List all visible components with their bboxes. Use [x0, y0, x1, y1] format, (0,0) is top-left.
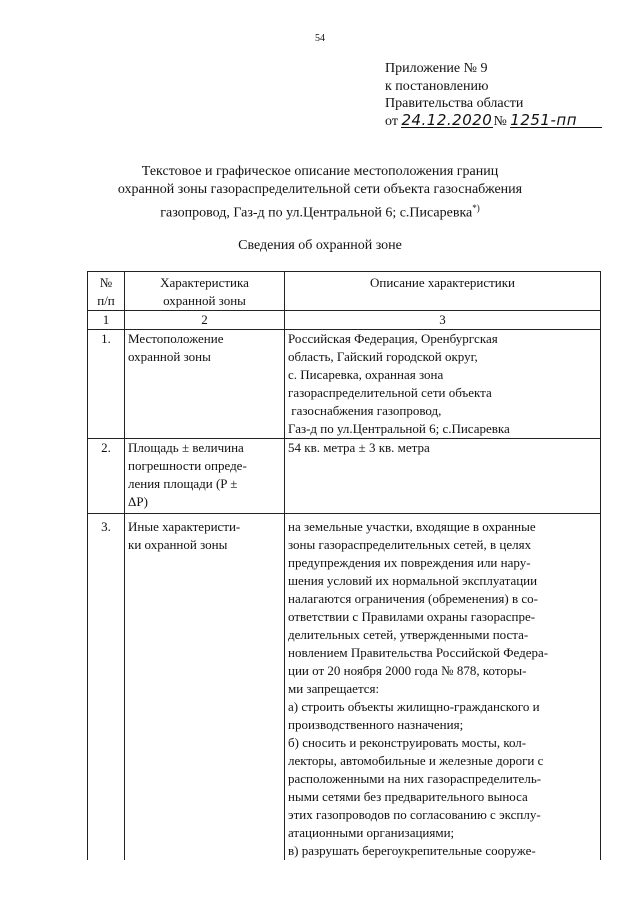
text-line: расположенными на них газораспределитель-	[288, 771, 542, 786]
number-sign: №	[493, 113, 507, 129]
text-line: ными сетями без предварительного выноса	[288, 789, 528, 804]
row-description	[285, 330, 601, 439]
text-line: Местоположение	[128, 331, 224, 346]
row-number: 2.	[88, 439, 125, 514]
text-line: газораспределительной сети объекта	[288, 385, 492, 400]
header-text: п/п	[97, 293, 115, 308]
text-line: атационными организациями;	[288, 825, 455, 840]
text-line: налагаются ограничения (обременения) в со-	[288, 591, 538, 606]
text-line: а) строить объекты жилищно-гражданского и	[288, 699, 540, 714]
text-line: на земельные участки, входящие в охранные	[288, 519, 536, 534]
text-line: погрешности опреде-	[128, 458, 247, 473]
appendix-authority: Правительства области	[385, 96, 524, 111]
row-description	[285, 514, 601, 861]
text-line: газоснабжения газопровод,	[288, 403, 442, 418]
header-text: охранной зоны	[163, 293, 246, 308]
title-line-1: Текстовое и графическое описание местоположения границ	[141, 164, 499, 179]
text-line: лекторы, автомобильные и железные дороги с	[288, 753, 544, 768]
column-number: 3	[285, 311, 601, 330]
date-prefix: от	[385, 113, 398, 129]
text-line: зоны газораспределительных сетей, в целях	[288, 537, 532, 552]
header-text: Описание характеристики	[369, 275, 516, 290]
text-line: новлением Правительства Российской Федера-	[288, 645, 549, 660]
table-header-row	[88, 272, 601, 311]
column-number: 2	[125, 311, 285, 330]
text-line: ответствии с Правилами охраны газораспре-	[288, 609, 536, 624]
table-row	[88, 514, 601, 861]
column-number: 1	[88, 311, 125, 330]
text-line: ми запрещается:	[288, 681, 380, 696]
text-line: в) разрушать берегоукрепительные сооруже-	[288, 843, 536, 858]
text-line: производственного назначения;	[288, 717, 464, 732]
text-line: Площадь ± величина	[128, 440, 244, 455]
row-characteristic	[125, 330, 285, 439]
text-line: ки охранной зоны	[128, 537, 228, 552]
title-line-3: газопровод, Газ-д по ул.Центральной 6; с.Писаревка	[160, 205, 473, 221]
handwritten-date: 24.12.2020	[401, 110, 493, 129]
text-line: ции от 20 ноября 2000 года № 878, которы-	[288, 663, 527, 678]
row-description	[285, 439, 601, 514]
appendix-title: Приложение № 9	[385, 61, 488, 76]
text-line: шения условий их нормальной эксплуатации	[288, 573, 538, 588]
text-line: охранной зоны	[128, 349, 211, 364]
text-line: ления площади (P ±	[128, 476, 238, 491]
text-line: Иные характеристи-	[128, 519, 241, 534]
section-subtitle: Сведения об охранной зоне	[238, 238, 402, 253]
header-cell-description	[285, 272, 601, 311]
table-row	[88, 330, 601, 439]
text-line: с. Писаревка, охранная зона	[288, 367, 444, 382]
row-number: 3.	[88, 514, 125, 861]
text-line: б) сносить и реконструировать мосты, кол-	[288, 735, 527, 750]
header-cell-number	[88, 272, 125, 311]
text-line: Газ-д по ул.Центральной 6; с.Писаревка	[288, 421, 510, 436]
column-number-row	[88, 311, 601, 330]
table-row	[88, 439, 601, 514]
row-characteristic	[125, 514, 285, 861]
text-line: этих газопроводов по согласованию с эксплу-	[288, 807, 541, 822]
protection-zone-table	[87, 271, 601, 860]
appendix-date-line	[385, 110, 602, 131]
text-line: область, Гайский городской округ,	[288, 349, 478, 364]
row-characteristic	[125, 439, 285, 514]
header-text: Характеристика	[160, 275, 249, 290]
title-line-2: охранной зоны газораспределительной сети объекта газоснабжения	[117, 182, 523, 197]
row-number: 1.	[88, 330, 125, 439]
handwritten-number: 1251-пп	[510, 113, 602, 128]
appendix-block	[385, 60, 602, 130]
text-line: Российская Федерация, Оренбургская	[288, 331, 498, 346]
header-text: №	[99, 275, 113, 290]
document-title	[40, 163, 600, 223]
footnote-mark: *)	[472, 203, 480, 213]
text-line: делительных сетей, утвержденными поста-	[288, 627, 529, 642]
text-line: ΔP)	[128, 494, 148, 509]
text-line: 54 кв. метра ± 3 кв. метра	[288, 440, 430, 455]
page-number: 54	[315, 33, 325, 44]
header-cell-characteristic	[125, 272, 285, 311]
text-line: предупреждения их повреждения или нару-	[288, 555, 531, 570]
appendix-ref: к постановлению	[385, 78, 489, 94]
